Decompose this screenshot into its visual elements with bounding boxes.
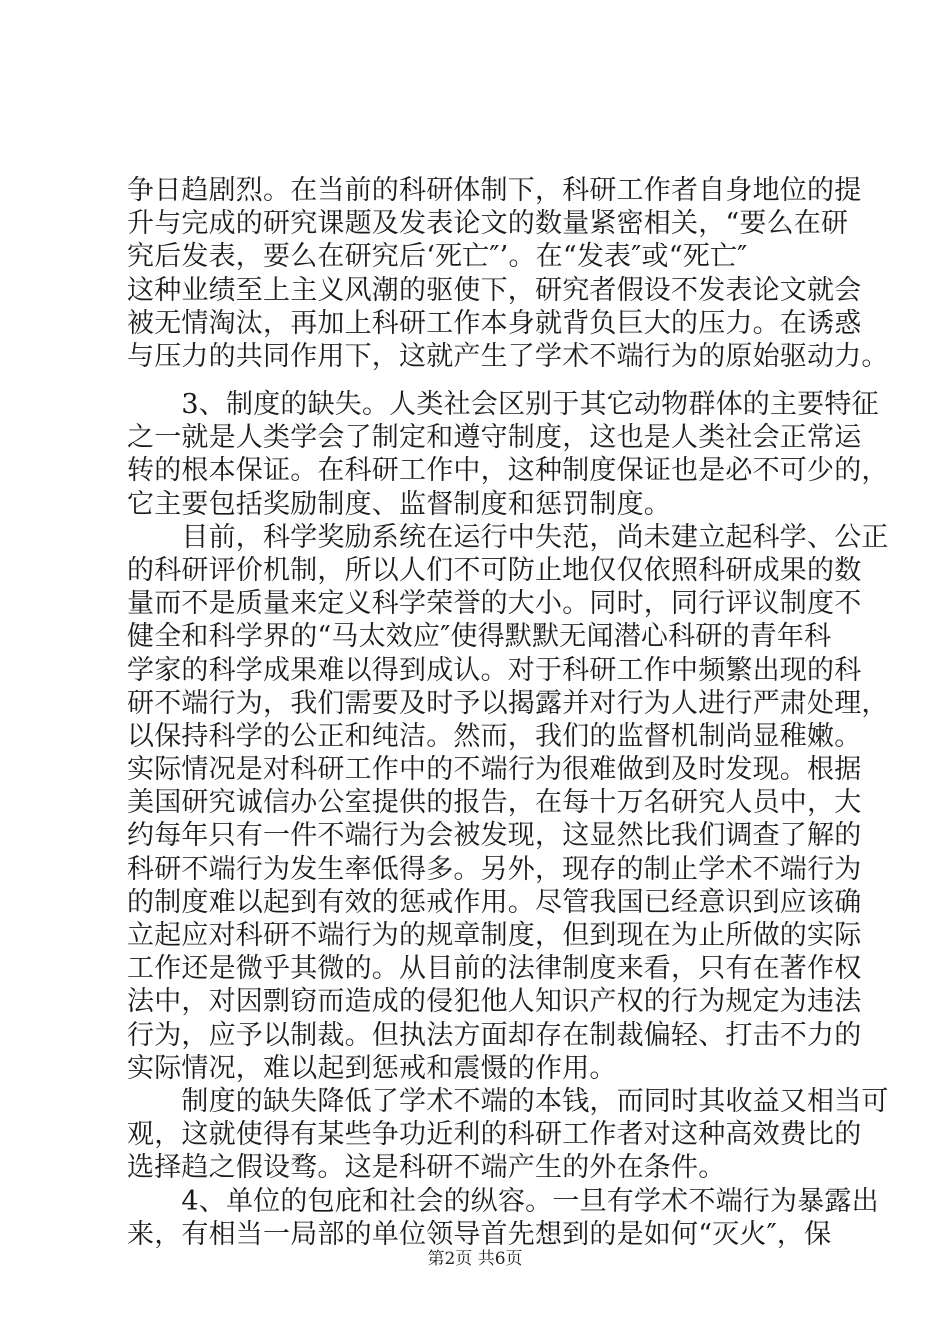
text-line: 健全和科学界的“马太效应″使得默默无闻潜心科研的青年科 — [127, 621, 832, 653]
text-line: 这种业绩至上主义风潮的驱使下，研究者假设不发表论文就会 — [127, 274, 862, 306]
text-line: 研不端行为，我们需要及时予以揭露并对行为人进行严肃处理， — [127, 687, 889, 719]
text-line: 之一就是人类学会了制定和遵守制度，这也是人类社会正常运 — [127, 422, 862, 454]
text-line: 实际情况，难以起到惩戒和震慑的作用。 — [127, 1052, 617, 1084]
text-line: 目前，科学奖励系统在运行中失范，尚未建立起科学、公正 — [127, 521, 889, 553]
text-line: 的科研评价机制，所以人们不可防止地仅仅依照科研成果的数 — [127, 554, 862, 586]
text-line: 学家的科学成果难以得到成认。对于科研工作中频繁出现的科 — [127, 654, 862, 686]
text-line: 争日趋剧烈。在当前的科研体制下，科研工作者自身地位的提 — [127, 175, 862, 206]
text-line: 的制度难以起到有效的惩戒作用。尽管我国已经意识到应该确 — [127, 886, 862, 918]
text-line: 以保持科学的公正和纯洁。然而，我们的监督机制尚显稚嫩。 — [127, 720, 862, 752]
text-line: 美国研究诚信办公室提供的报告，在每十万名研究人员中，大 — [127, 787, 862, 819]
text-line: 量而不是质量来定义科学荣誉的大小。同时，同行评议制度不 — [127, 588, 862, 620]
text-line: 与压力的共同作用下，这就产生了学术不端行为的原始驱动力。 — [127, 340, 889, 372]
text-line: 转的根本保证。在科研工作中，这种制度保证也是必不可少的， — [127, 455, 889, 487]
text-line: 被无情淘汰，再加上科研工作本身就背负巨大的压力。在诱惑 — [127, 307, 862, 339]
text-line: 制度的缺失降低了学术不端的本钱，而同时其收益又相当可 — [127, 1085, 889, 1117]
text-line: 法中，对因剽窃而造成的侵犯他人知识产权的行为规定为违法 — [127, 986, 862, 1018]
text-line: 选择趋之假设骛。这是科研不端产生的外在条件。 — [127, 1152, 726, 1184]
paragraph-block-section-3-4 — [127, 388, 889, 1251]
text-line: 它主要包括奖励制度、监督制度和惩罚制度。 — [127, 488, 671, 520]
text-line: 工作还是微乎其微的。从目前的法律制度来看，只有在著作权 — [127, 953, 862, 985]
text-line: 约每年只有一件不端行为会被发现，这显然比我们调查了解的 — [127, 820, 862, 852]
text-line: 来，有相当一局部的单位领导首先想到的是如何“灭火″，保 — [127, 1218, 832, 1250]
page-number-footer: 第2页 共6页 — [427, 1249, 523, 1269]
text-line: 3、制度的缺失。人类社会区别于其它动物群体的主要特征 — [127, 389, 879, 420]
text-line: 升与完成的研究课题及发表论文的数量紧密相关，“要么在研 — [127, 208, 849, 240]
text-line: 行为，应予以制裁。但执法方面却存在制裁偏轻、打击不力的 — [127, 1019, 862, 1051]
text-line: 究后发表，要么在研究后‘死亡″’。在“发表″或“死亡″ — [127, 241, 748, 273]
text-line: 立起应对科研不端行为的规章制度，但到现在为止所做的实际 — [127, 920, 862, 951]
text-line: 科研不端行为发生率低得多。另外，现存的制止学术不端行为 — [127, 853, 862, 885]
text-line: 观，这就使得有某些争功近利的科研工作者对这种高效费比的 — [127, 1119, 862, 1151]
paragraph-block-continuation — [127, 174, 889, 373]
text-line: 4、单位的包庇和社会的纵容。一旦有学术不端行为暴露出 — [127, 1185, 879, 1217]
text-line: 实际情况是对科研工作中的不端行为很难做到及时发现。根据 — [127, 754, 862, 786]
